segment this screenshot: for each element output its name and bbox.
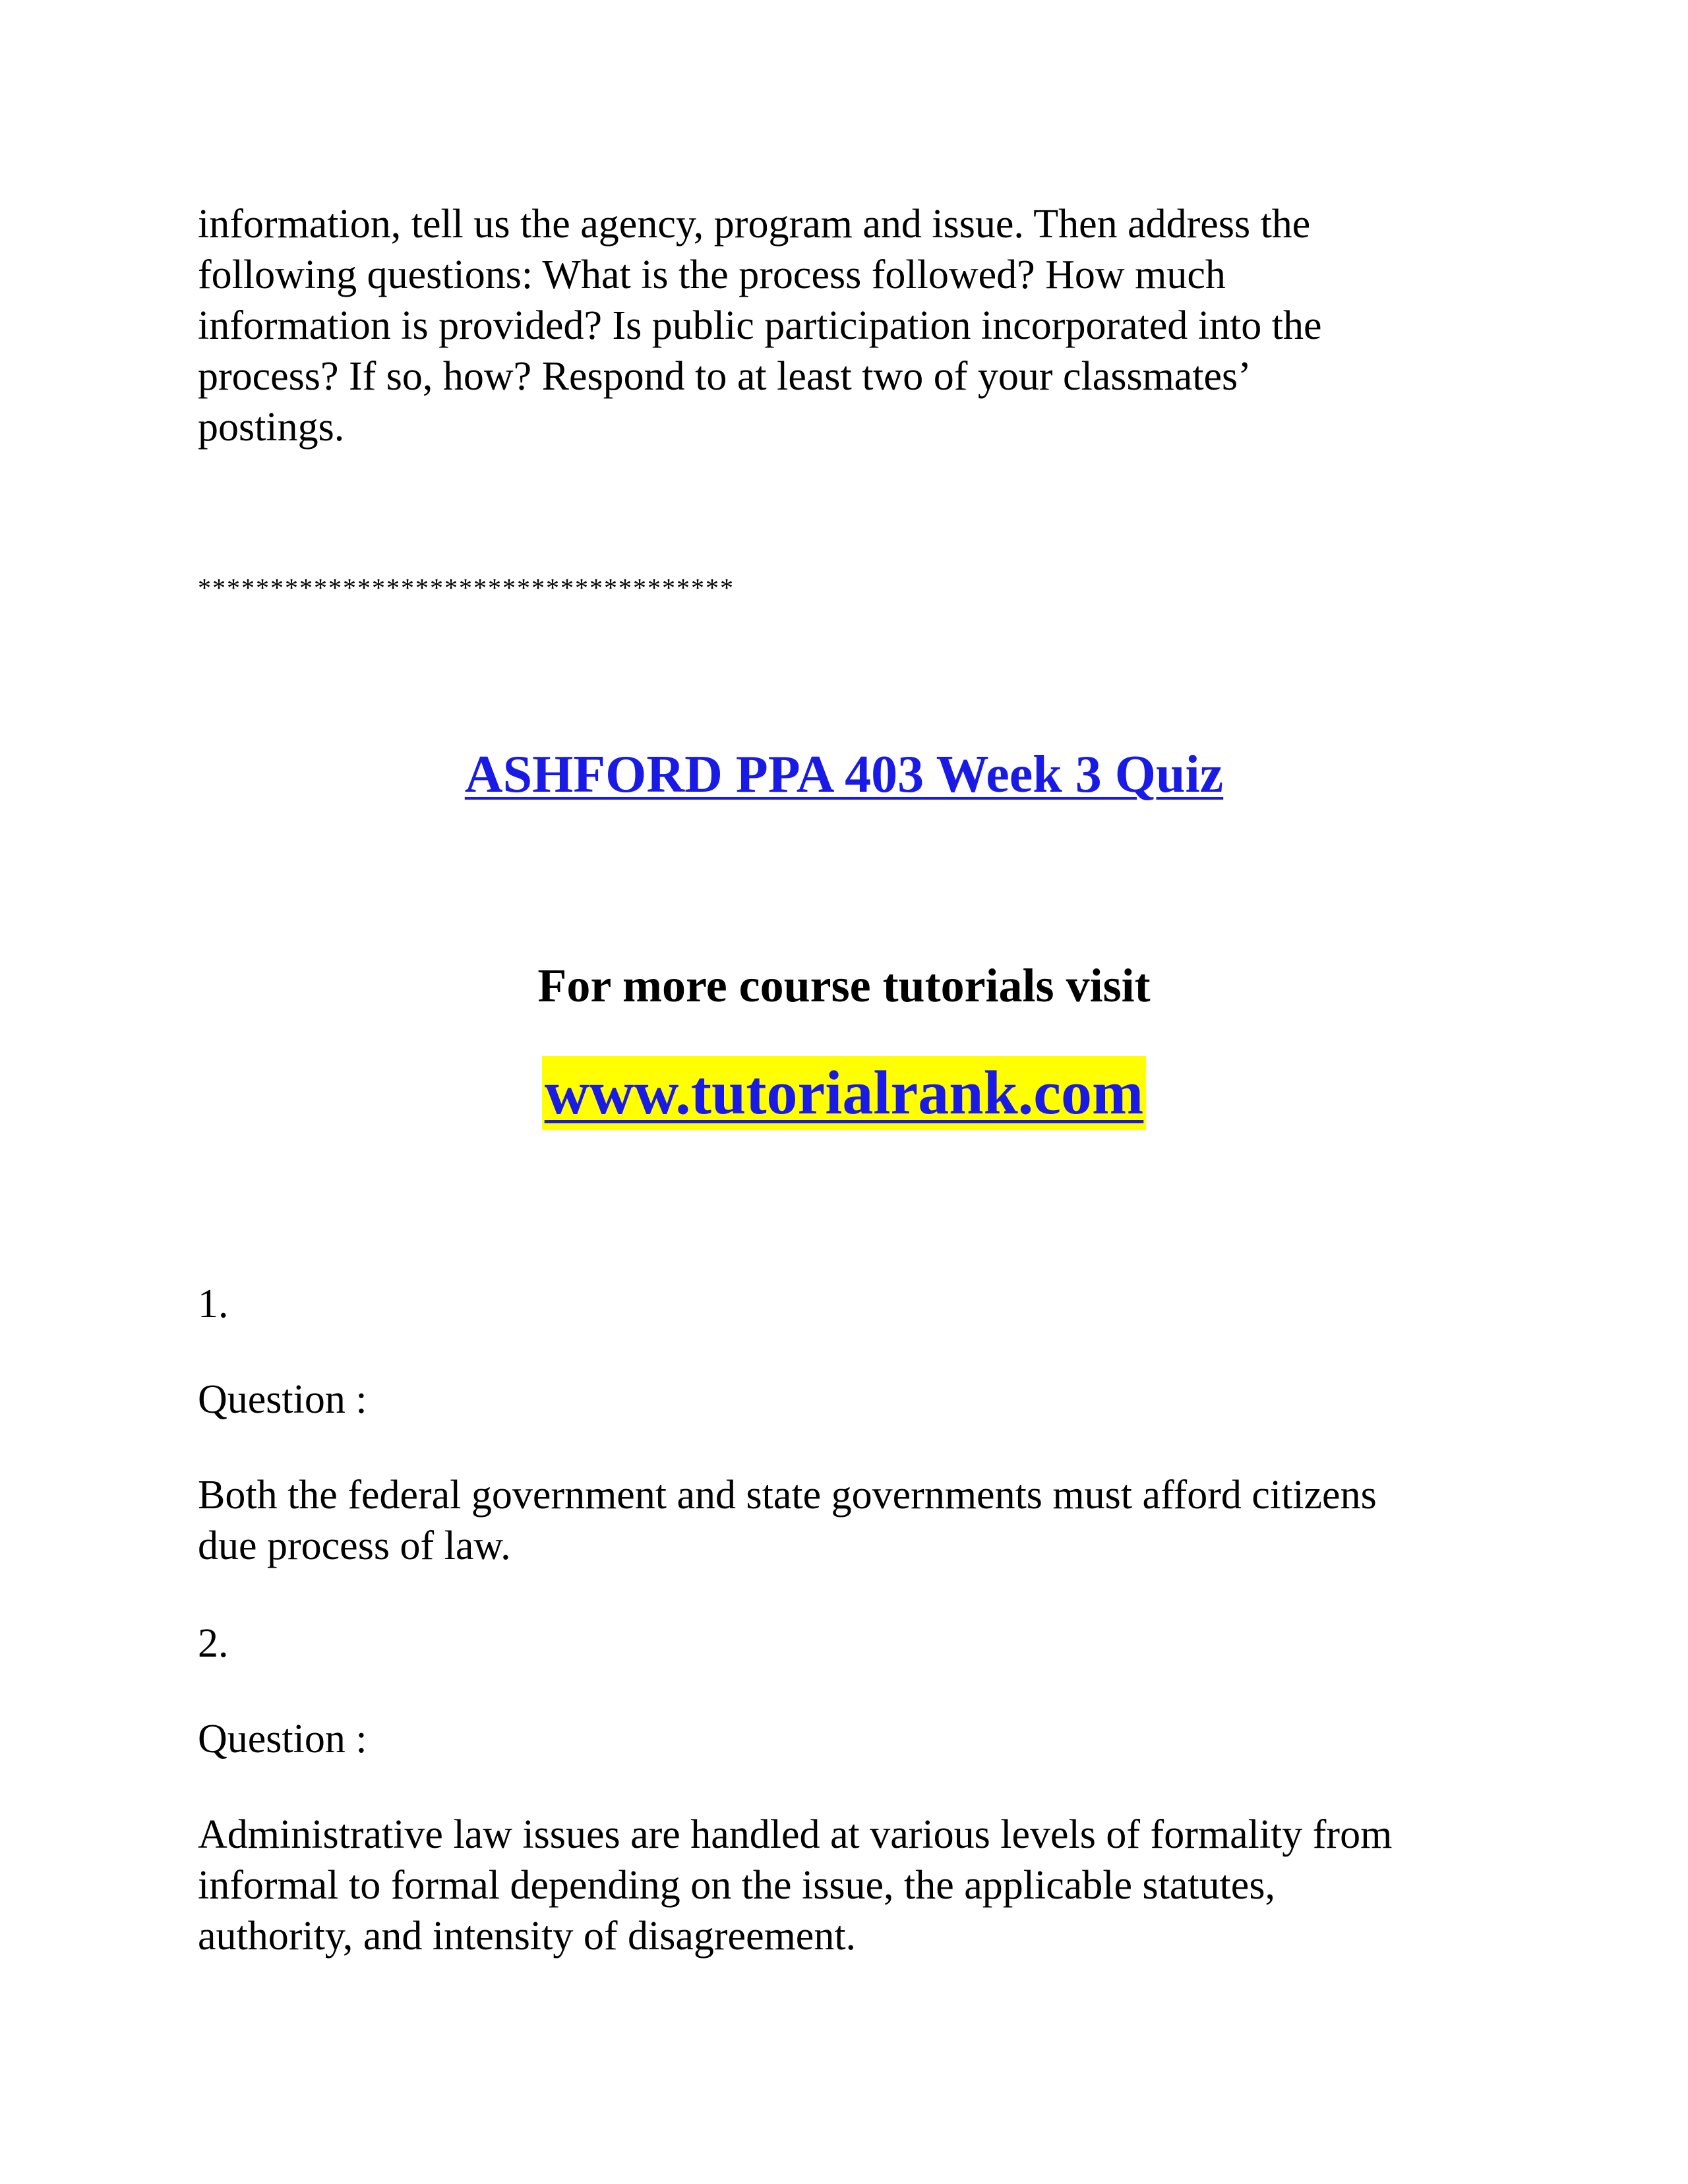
promo-heading: For more course tutorials visit [537, 959, 1151, 1012]
question-line: authority, and intensity of disagreement. [198, 1914, 857, 1959]
tutorialrank-link[interactable]: www.tutorialrank.com [542, 1056, 1147, 1130]
quiz-title-link[interactable]: ASHFORD PPA 403 Week 3 Quiz [464, 746, 1224, 804]
question-number: 2. [198, 1621, 229, 1666]
intro-line: information is provided? Is public participation incorporated into the [198, 303, 1322, 348]
intro-line: postings. [198, 405, 345, 450]
intro-paragraph [198, 199, 1322, 453]
intro-line: information, tell us the agency, program and issue. Then address the [198, 202, 1311, 247]
question-text [198, 1470, 1377, 1572]
question-number: 1. [198, 1282, 229, 1326]
question-label: Question : [198, 1377, 367, 1422]
question-line: Both the federal government and state governments must afford citizens [198, 1473, 1377, 1518]
quiz-title [0, 742, 1688, 808]
intro-line: following questions: What is the process followed? How much [198, 252, 1226, 297]
asterisk-separator: ************************************* [198, 573, 735, 603]
question-line: Administrative law issues are handled at various levels of formality from [198, 1812, 1393, 1857]
question-line: informal to formal depending on the issue, the applicable statutes, [198, 1863, 1275, 1908]
intro-line: process? If so, how? Respond to at least two of your classmates’ [198, 354, 1251, 399]
question-text [198, 1810, 1392, 1962]
question-line: due process of law. [198, 1523, 511, 1568]
promo-link-container [0, 1056, 1688, 1130]
question-label: Question : [198, 1717, 367, 1761]
